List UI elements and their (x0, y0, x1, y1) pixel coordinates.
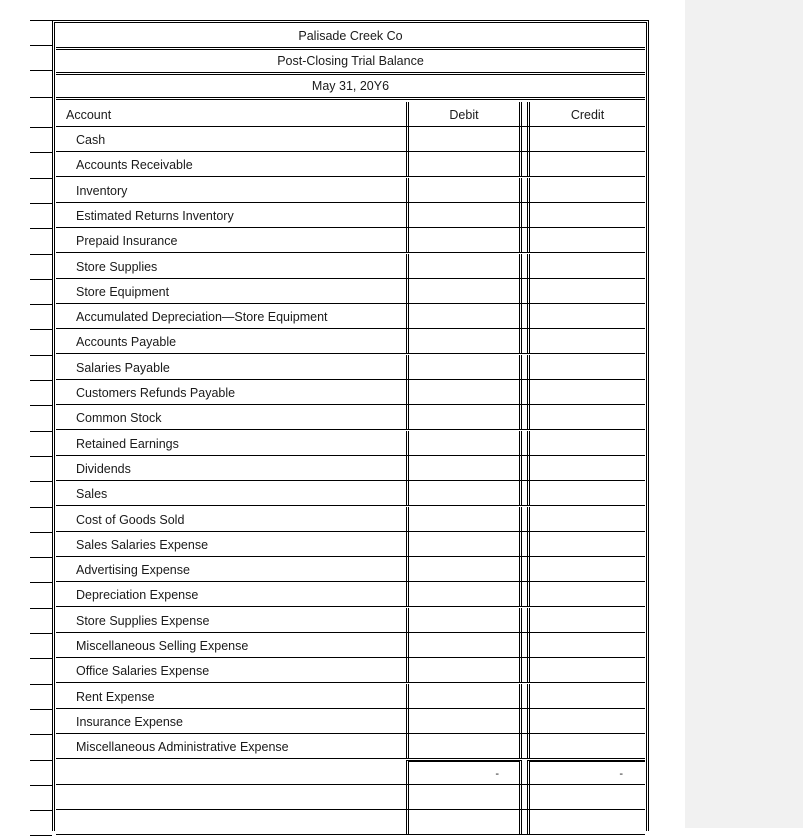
account-name: Store Equipment (76, 284, 170, 299)
account-name: Miscellaneous Administrative Expense (76, 740, 289, 755)
account-row (56, 507, 645, 532)
debit-cell[interactable] (406, 405, 522, 429)
credit-cell[interactable] (527, 456, 645, 480)
account-name: Estimated Returns Inventory (76, 208, 234, 223)
credit-cell[interactable] (527, 431, 645, 455)
gutter-tick (30, 97, 52, 98)
account-row (56, 532, 645, 557)
gutter-tick (30, 557, 52, 558)
account-row (56, 481, 645, 506)
debit-cell[interactable] (406, 178, 522, 202)
debit-total: - (406, 760, 522, 784)
totals-row (56, 760, 645, 785)
debit-cell[interactable] (406, 633, 522, 657)
debit-cell[interactable] (406, 608, 522, 632)
credit-cell[interactable] (527, 304, 645, 328)
account-row (56, 709, 645, 734)
gutter-tick (30, 127, 52, 128)
debit-cell[interactable] (406, 355, 522, 379)
debit-cell[interactable] (406, 532, 522, 556)
empty-row (56, 785, 645, 810)
debit-cell[interactable] (406, 734, 522, 758)
account-name: Common Stock (76, 411, 162, 426)
debit-cell[interactable] (406, 279, 522, 303)
account-name: Store Supplies (76, 259, 158, 274)
account-name: Cost of Goods Sold (76, 512, 185, 527)
credit-total: - (527, 760, 645, 784)
trial-balance-sheet (52, 20, 649, 828)
account-name: Customers Refunds Payable (76, 386, 236, 400)
debit-cell[interactable] (406, 203, 522, 227)
gutter-tick (30, 608, 52, 609)
account-row (56, 304, 645, 329)
gutter-tick (30, 152, 52, 153)
gutter-tick (30, 760, 52, 761)
account-row (56, 557, 645, 582)
gutter-tick (30, 254, 52, 255)
credit-cell[interactable] (527, 405, 645, 429)
gutter-tick (30, 582, 52, 583)
empty-account-cell (56, 785, 405, 809)
statement-title: Post-Closing Trial Balance (56, 50, 645, 75)
account-row (56, 734, 645, 759)
credit-cell[interactable] (527, 709, 645, 733)
account-row (56, 380, 645, 405)
account-column-header: Account (66, 108, 112, 122)
account-row (56, 405, 645, 430)
debit-cell[interactable] (406, 380, 522, 404)
credit-cell[interactable] (527, 582, 645, 606)
account-row (56, 582, 645, 607)
credit-cell[interactable] (527, 608, 645, 632)
account-name: Sales (76, 487, 108, 502)
credit-cell[interactable] (527, 557, 645, 581)
credit-cell[interactable] (527, 507, 645, 531)
account-row (56, 203, 645, 228)
debit-cell[interactable] (406, 456, 522, 480)
empty-credit-cell[interactable] (527, 785, 645, 809)
account-name: Accumulated Depreciation—Store Equipment (76, 310, 328, 325)
debit-cell[interactable] (406, 481, 522, 505)
debit-column-header: Debit (406, 102, 522, 126)
gutter-tick (30, 658, 52, 659)
gutter-tick (30, 405, 52, 406)
gutter-tick (30, 329, 52, 330)
gutter-tick (30, 45, 52, 46)
account-name: Accounts Receivable (76, 158, 193, 173)
gutter-tick (30, 70, 52, 71)
account-name: Insurance Expense (76, 714, 184, 729)
credit-cell[interactable] (527, 329, 645, 353)
statement-date: May 31, 20Y6 (56, 75, 645, 100)
empty-account-cell (56, 810, 405, 834)
credit-cell[interactable] (527, 633, 645, 657)
account-name: Inventory (76, 183, 128, 198)
credit-cell[interactable] (527, 355, 645, 379)
account-name: Miscellaneous Selling Expense (76, 639, 249, 653)
empty-debit-cell[interactable] (406, 810, 522, 834)
debit-cell[interactable] (406, 329, 522, 353)
debit-cell[interactable] (406, 431, 522, 455)
gutter-tick (30, 633, 52, 634)
totals-label (56, 760, 405, 784)
credit-cell[interactable] (527, 228, 645, 252)
account-row (56, 127, 645, 152)
gutter-tick (30, 203, 52, 204)
debit-cell[interactable] (406, 228, 522, 252)
gutter-tick (30, 380, 52, 381)
debit-cell[interactable] (406, 304, 522, 328)
account-name: Dividends (76, 461, 131, 476)
credit-column-header: Credit (527, 102, 645, 126)
credit-cell[interactable] (527, 684, 645, 708)
gutter-tick (30, 481, 52, 482)
account-row (56, 355, 645, 380)
company-name: Palisade Creek Co (56, 25, 645, 50)
empty-row (56, 810, 645, 835)
credit-cell[interactable] (527, 481, 645, 505)
account-row (56, 178, 645, 203)
side-panel (685, 0, 803, 828)
credit-cell[interactable] (527, 203, 645, 227)
credit-cell[interactable] (527, 532, 645, 556)
account-row (56, 431, 645, 456)
gutter-tick (30, 709, 52, 710)
credit-cell[interactable] (527, 734, 645, 758)
credit-cell[interactable] (527, 152, 645, 176)
credit-cell[interactable] (527, 254, 645, 278)
account-name: Accounts Payable (76, 335, 177, 350)
account-row (56, 684, 645, 709)
debit-cell[interactable] (406, 254, 522, 278)
gutter-tick (30, 20, 52, 21)
debit-cell[interactable] (406, 127, 522, 151)
debit-cell[interactable] (406, 152, 522, 176)
account-name: Office Salaries Expense (76, 664, 210, 679)
gutter-tick (30, 228, 52, 229)
account-name: Retained Earnings (76, 436, 179, 451)
account-name: Rent Expense (76, 689, 155, 704)
gutter-tick (30, 456, 52, 457)
gutter-tick (30, 304, 52, 305)
account-row (56, 608, 645, 633)
account-name: Salaries Payable (76, 360, 170, 375)
empty-credit-cell[interactable] (527, 810, 645, 834)
account-row (56, 456, 645, 481)
account-name: Prepaid Insurance (76, 234, 178, 249)
credit-cell[interactable] (527, 178, 645, 202)
debit-cell[interactable] (406, 684, 522, 708)
gutter-tick (30, 684, 52, 685)
gutter-tick (30, 734, 52, 735)
debit-cell[interactable] (406, 507, 522, 531)
credit-cell[interactable] (527, 658, 645, 682)
account-row (56, 228, 645, 253)
debit-cell[interactable] (406, 557, 522, 581)
account-name: Advertising Expense (76, 563, 190, 578)
gutter-tick (30, 810, 52, 811)
account-row (56, 152, 645, 177)
gutter-tick (30, 532, 52, 533)
account-row (56, 633, 645, 658)
account-name: Cash (76, 133, 106, 147)
account-row (56, 279, 645, 304)
gutter-tick (30, 431, 52, 432)
account-name: Depreciation Expense (76, 588, 199, 603)
column-header-row (56, 102, 645, 127)
debit-cell[interactable] (406, 582, 522, 606)
credit-cell[interactable] (527, 380, 645, 404)
account-name: Sales Salaries Expense (76, 537, 209, 552)
gutter-tick (30, 355, 52, 356)
credit-cell[interactable] (527, 127, 645, 151)
gutter-tick (30, 279, 52, 280)
gutter-tick (30, 507, 52, 508)
gutter-tick (30, 178, 52, 179)
account-row (56, 329, 645, 354)
account-row (56, 658, 645, 683)
account-name: Store Supplies Expense (76, 613, 210, 628)
debit-cell[interactable] (406, 709, 522, 733)
account-row (56, 254, 645, 279)
gutter-tick (30, 785, 52, 786)
debit-cell[interactable] (406, 658, 522, 682)
credit-cell[interactable] (527, 279, 645, 303)
empty-debit-cell[interactable] (406, 785, 522, 809)
